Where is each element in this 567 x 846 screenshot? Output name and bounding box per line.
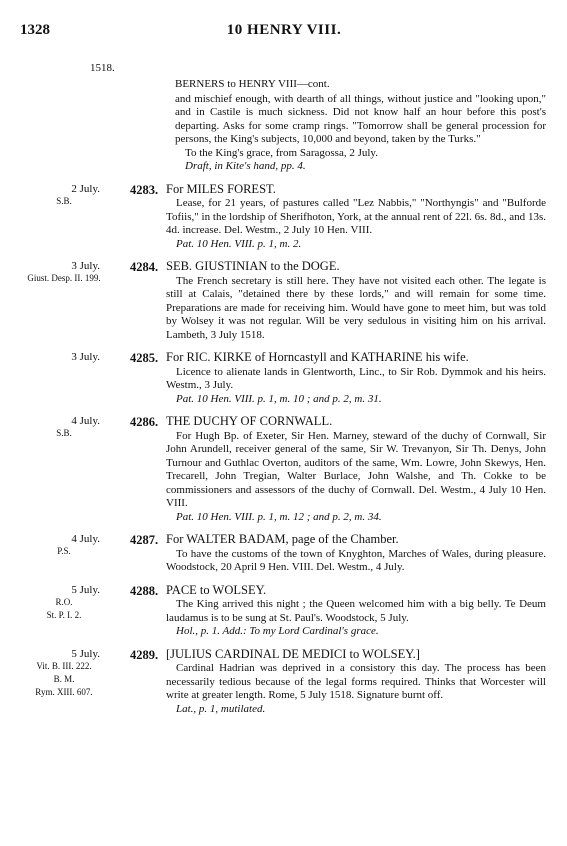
entry-note: Hol., p. 1. Add.: To my Lord Cardinal's grace. — [176, 625, 379, 637]
entry-text: Licence to alienate lands in Glentworth, Linc., to Sir Rob. Dymmok and his heirs. Westm., 3 July. — [166, 365, 546, 391]
entry-source: P.S. — [57, 546, 71, 556]
entry-body — [166, 584, 546, 639]
entry-title: SEB. GIUSTINIAN to the DOGE. — [166, 259, 340, 273]
entry-date: 3 July. — [71, 351, 100, 363]
entry-text: The French secretary is still here. They have not visited each other. The legate is still at Calais, "detained there by these lords," and will remain for some time. Preparations are made for receiving him. Would have gone to meet him, but was told by Wolsey it was not regular. Will be very sedulous in visiting him on his arrival. Lambeth, 3 July 1518. — [166, 274, 546, 341]
entry-margin — [0, 415, 128, 440]
entry-margin — [0, 584, 128, 622]
page-number: 1328 — [20, 22, 50, 38]
entry-4288 — [0, 584, 567, 639]
entry-note: Lat., p. 1, mutilated. — [176, 702, 266, 715]
entry-title: [JULIUS CARDINAL DE MEDICI to WOLSEY.] — [166, 646, 420, 661]
entry-text: For Hugh Bp. of Exeter, Sir Hen. Marney, steward of the duchy of Cornwall, Sir John Arundell, receiver general of the same, Sir W. Trevanyon, Sir Th. Denys, John Turnour and Guthlac Overton, auditors of the same, Wm. Lowre, John Skewys, Hen. Trecarell, John Tregian, Walter Burlace, John Walshe, and Th. Cokke to be commissioners and assessors of the duchy of Cornwall. Del. Westm., 4 July 10 Hen. VIII. — [166, 429, 546, 509]
calendar-body — [0, 62, 567, 725]
entry-note: Draft, in Kite's hand, pp. 4. — [185, 160, 306, 172]
entry-source: S.B. — [56, 195, 72, 206]
entry-body — [166, 260, 546, 342]
page-header — [14, 22, 554, 42]
entry-date: 4 July. — [71, 533, 100, 545]
entry-note: Pat. 10 Hen. VIII. p. 1, m. 2. — [176, 237, 302, 250]
entry-text: The King arrived this night ; the Queen welcomed him with a big belly. Te Deum laudamus is to be sung at St. Paul's. Woodstock, 5 July. — [166, 598, 546, 624]
entry-address: To the King's grace, from Saragossa, 2 July. — [185, 146, 378, 159]
entry-note: Pat. 10 Hen. VIII. p. 1, m. 12 ; and p. 2, m. 34. — [176, 510, 382, 523]
entry-number: 4283. — [130, 182, 159, 197]
entry-4287 — [0, 533, 567, 575]
entry-4285 — [0, 351, 567, 406]
entry-date: 5 July. — [71, 647, 100, 660]
entry-margin — [0, 351, 128, 363]
entry-margin — [0, 533, 128, 558]
entry-title: THE DUCHY OF CORNWALL. — [166, 414, 333, 428]
entry-source: Vit. B. III. 222. — [36, 660, 92, 671]
entry-4289 — [0, 648, 567, 717]
entry-body — [166, 183, 546, 252]
entry-date: 5 July. — [71, 583, 100, 596]
entry-number: 4288. — [130, 583, 159, 598]
entry-number: 4287. — [130, 533, 159, 547]
entry-source: St. P. I. 2. — [46, 609, 82, 620]
entry-source: B. M. — [53, 673, 75, 684]
entry-number: 4285. — [130, 351, 159, 365]
entry-4283 — [0, 183, 567, 252]
entry-source: Giust. Desp. II. 199. — [27, 273, 101, 283]
entry-date: 4 July. — [71, 415, 100, 427]
running-title: 10 HENRY VIII. — [226, 22, 342, 38]
entry-body — [166, 351, 546, 406]
entry-date: 3 July. — [71, 260, 100, 272]
entry-body — [166, 533, 546, 575]
entry-source: S.B. — [56, 428, 72, 438]
entry-title: For MILES FOREST. — [166, 181, 276, 196]
entry-note: Pat. 10 Hen. VIII. p. 1, m. 10 ; and p. 2, m. 31. — [176, 392, 382, 405]
entry-text: To have the customs of the town of Knyghton, Marches of Wales, during pleasure. Woodstock, 20 April 9 Hen. VIII. Del. Westm., 4 July. — [166, 547, 546, 573]
entry-margin — [0, 648, 128, 699]
entry-4286 — [0, 415, 567, 524]
entry-body — [175, 62, 546, 174]
entry-number: 4284. — [130, 260, 159, 274]
entry-body — [166, 648, 546, 717]
entry-margin — [0, 183, 128, 208]
entry-4284 — [0, 260, 567, 342]
entry-body — [166, 415, 546, 524]
entry-source: Rym. XIII. 607. — [35, 686, 93, 697]
entry-source: R.O. — [55, 596, 73, 607]
entry-title: PACE to WOLSEY. — [166, 582, 267, 597]
entry-text: Cardinal Hadrian was deprived in a consistory this day. The process has been necessarily tedious because of the legal forms required. Thinks that Worcester will write at greater length. Rome, 5 July 1518. Signature burnt off. — [166, 662, 546, 701]
entry-title: For WALTER BADAM, page of the Chamber. — [166, 532, 399, 546]
entry-title: For RIC. KIRKE of Horncastyll and KATHARINE his wife. — [166, 350, 469, 364]
entry-year: 1518. — [90, 62, 115, 74]
entry-continuation — [0, 62, 567, 174]
entry-date: 2 July. — [71, 182, 100, 195]
entry-number: 4286. — [130, 415, 159, 429]
entry-text: Lease, for 21 years, of pastures called "Lez Nabbis," "Northyngis" and "Bulforde Tofiis," in the lordship of Sherifhoton, York, at the annual rent of 22l. 6s. 8d., and 13s. 4d. increase. Del. Westm., 2 July 10 Hen. VIII. — [166, 197, 546, 236]
entry-margin — [0, 260, 128, 285]
entry-margin — [0, 62, 128, 74]
entry-title: BERNERS to HENRY VIII—cont. — [175, 78, 330, 90]
entry-number: 4289. — [130, 647, 159, 662]
entry-text: and mischief enough, with dearth of all things, without justice and "looking upon," and in Castile is much sickness. Did not know half an hour before this post's departing. Asks for some cramp rings. "Tomorrow shall be general procession for persons, the King's subjects, 10,000 and beyond, taken by the Turks." — [175, 92, 546, 145]
